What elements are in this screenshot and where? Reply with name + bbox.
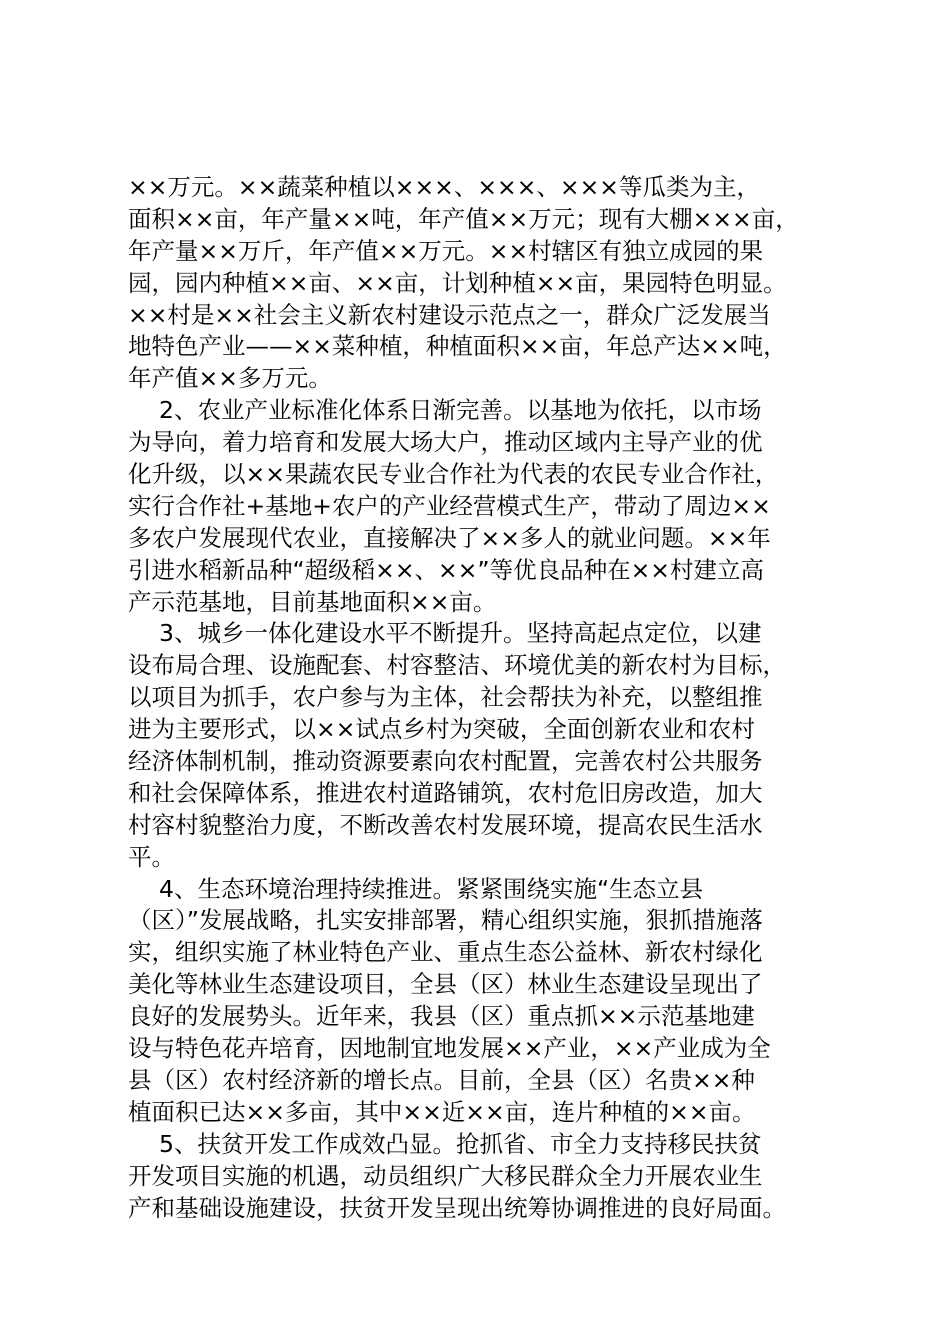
text-line: ××村是××社会主义新农村建设示范点之一，群众广泛发展当 bbox=[128, 300, 771, 329]
text-line: 以项目为抓手，农户参与为主体，社会帮扶为补充，以整组推 bbox=[128, 683, 763, 712]
paragraph-heading-3: 3、城乡一体化建设水平不断提升。坚持高起点定位，以建 bbox=[159, 619, 762, 648]
text-line: 村容村貌整治力度，不断改善农村发展环境，提高农民生活水 bbox=[128, 810, 763, 839]
text-line: 地特色产业——××菜种植，种植面积××亩，年总产达××吨， bbox=[128, 332, 787, 361]
text-line: 设布局合理、设施配套、村容整洁、环境优美的新农村为目标， bbox=[128, 651, 786, 680]
text-line: 和社会保障体系，推进农村道路铺筑，农村危旧房改造，加大 bbox=[128, 778, 763, 807]
text-line: 县（区）农村经济新的增长点。目前，全县（区）名贵××种 bbox=[128, 1065, 755, 1094]
text-line: 多农户发展现代农业，直接解决了××多人的就业问题。××年 bbox=[128, 523, 771, 552]
text-line: （区）”发展战略，扎实安排部署，精心组织实施，狠抓措施落 bbox=[128, 906, 763, 935]
paragraph-heading-4: 4、生态环境治理持续推进。紧紧围绕实施“生态立县 bbox=[159, 874, 704, 903]
text-line: 设与特色花卉培育，因地制宜地发展××产业，××产业成为全 bbox=[128, 1034, 771, 1063]
text-line: 平。 bbox=[128, 842, 175, 871]
text-line: 面积××亩，年产量××吨，年产值××万元；现有大棚×××亩， bbox=[128, 204, 799, 233]
text-line: 实，组织实施了林业特色产业、重点生态公益林、新农村绿化 bbox=[128, 938, 763, 967]
text-line: 产和基础设施建设，扶贫开发呈现出统筹协调推进的良好局面。 bbox=[128, 1193, 786, 1222]
text-line: 实行合作社+基地+农户的产业经营模式生产，带动了周边×× bbox=[128, 491, 771, 520]
text-line: 植面积已达××多亩，其中××近××亩，连片种植的××亩。 bbox=[128, 1097, 756, 1126]
text-line: 引进水稻新品种“超级稻××、××”等优良品种在××村建立高 bbox=[128, 555, 764, 584]
text-line: 园，园内种植××亩、××亩，计划种植××亩，果园特色明显。 bbox=[128, 268, 787, 297]
paragraph-heading-5: 5、扶贫开发工作成效凸显。抢抓省、市全力支持移民扶贫 bbox=[159, 1129, 762, 1158]
text-line: 产示范基地，目前基地面积××亩。 bbox=[128, 587, 497, 616]
body-text bbox=[128, 172, 848, 1224]
text-line: ××万元。××蔬菜种植以×××、×××、×××等瓜类为主， bbox=[128, 173, 760, 201]
text-line: 化升级，以××果蔬农民专业合作社为代表的农民专业合作社， bbox=[128, 460, 779, 489]
text-line: 开发项目实施的机遇，动员组织广大移民群众全力开展农业生 bbox=[128, 1161, 763, 1190]
text-line: 年产值××多万元。 bbox=[128, 364, 332, 393]
paragraph-heading-2: 2、农业产业标准化体系日渐完善。以基地为依托，以市场 bbox=[159, 396, 762, 425]
text-line: 经济体制机制，推动资源要素向农村配置，完善农村公共服务 bbox=[128, 747, 763, 776]
text-line: 美化等林业生态建设项目，全县（区）林业生态建设呈现出了 bbox=[128, 970, 763, 999]
text-line: 为导向，着力培育和发展大场大户，推动区域内主导产业的优 bbox=[128, 428, 763, 457]
text-line: 进为主要形式，以××试点乡村为突破，全面创新农业和农村 bbox=[128, 715, 755, 744]
text-line: 年产量××万斤，年产值××万元。××村辖区有独立成园的果 bbox=[128, 236, 764, 265]
text-line: 良好的发展势头。近年来，我县（区）重点抓××示范基地建 bbox=[128, 1002, 755, 1031]
